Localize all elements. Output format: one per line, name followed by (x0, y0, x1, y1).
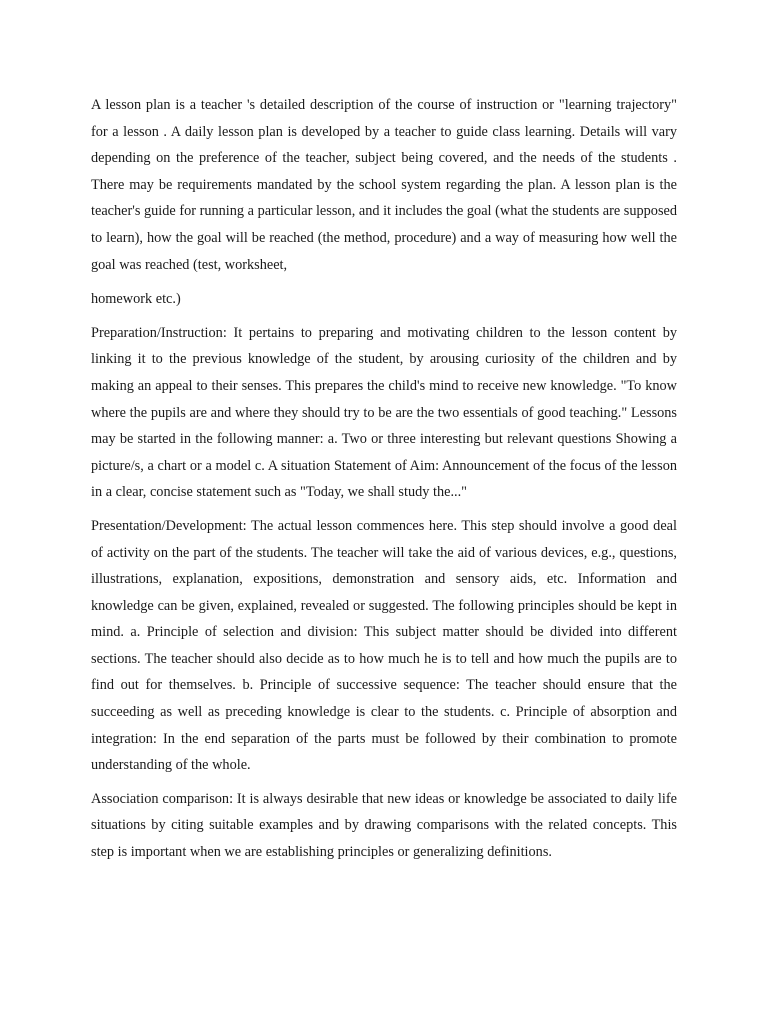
paragraph-association-comparison: Association comparison: It is always desirable that new ideas or knowledge be associated to daily life situations by citing suitable examples and by drawing comparisons with the related concepts. This step is important when we are establishing principles or generalizing definitions. (91, 790, 677, 861)
paragraph-homework-continuation: homework etc.) (91, 291, 181, 308)
paragraph-lesson-plan-definition: A lesson plan is a teacher 's detailed description of the course of instruction or "learning trajectory" for a lesson . A daily lesson plan is developed by a teacher to guide class learning. Details will vary depending on the preference of the teacher, subject being covered, and the needs of the students . There may be requirements mandated by the school system regarding the plan. A lesson plan is the teacher's guide for running a particular lesson, and it includes the goal (what the students are supposed to learn), how the goal will be reached (the method, procedure) and a way of measuring how well the goal was reached (test, worksheet, (91, 97, 677, 273)
paragraph-presentation-development: Presentation/Development: The actual lesson commences here. This step should involve a good deal of activity on the part of the students. The teacher will take the aid of various devices, e.g., questions, illustrations, explanation, expositions, demonstration and sensory aids, etc. Information and knowledge can be given, explained, revealed or suggested. The following principles should be kept in mind. a. Principle of selection and division: This subject matter should be divided into different sections. The teacher should also decide as to how much he is to tell and how much the pupils are to find out for themselves. b. Principle of successive sequence: The teacher should ensure that the succeeding as well as preceding knowledge is clear to the students. c. Principle of absorption and integration: In the end separation of the parts must be followed by their combination to promote understanding of the whole. (91, 517, 677, 774)
paragraph-preparation-instruction: Preparation/Instruction: It pertains to preparing and motivating children to the lesson content by linking it to the previous knowledge of the student, by arousing curiosity of the children and by making an appeal to their senses. This prepares the child's mind to receive new knowledge. "To know where the pupils are and where they should try to be are the two essentials of good teaching." Lessons may be started in the following manner: a. Two or three interesting but relevant questions Showing a picture/s, a chart or a model c. A situation Statement of Aim: Announcement of the focus of the lesson in a clear, concise statement such as "Today, we shall study the..." (91, 324, 677, 501)
